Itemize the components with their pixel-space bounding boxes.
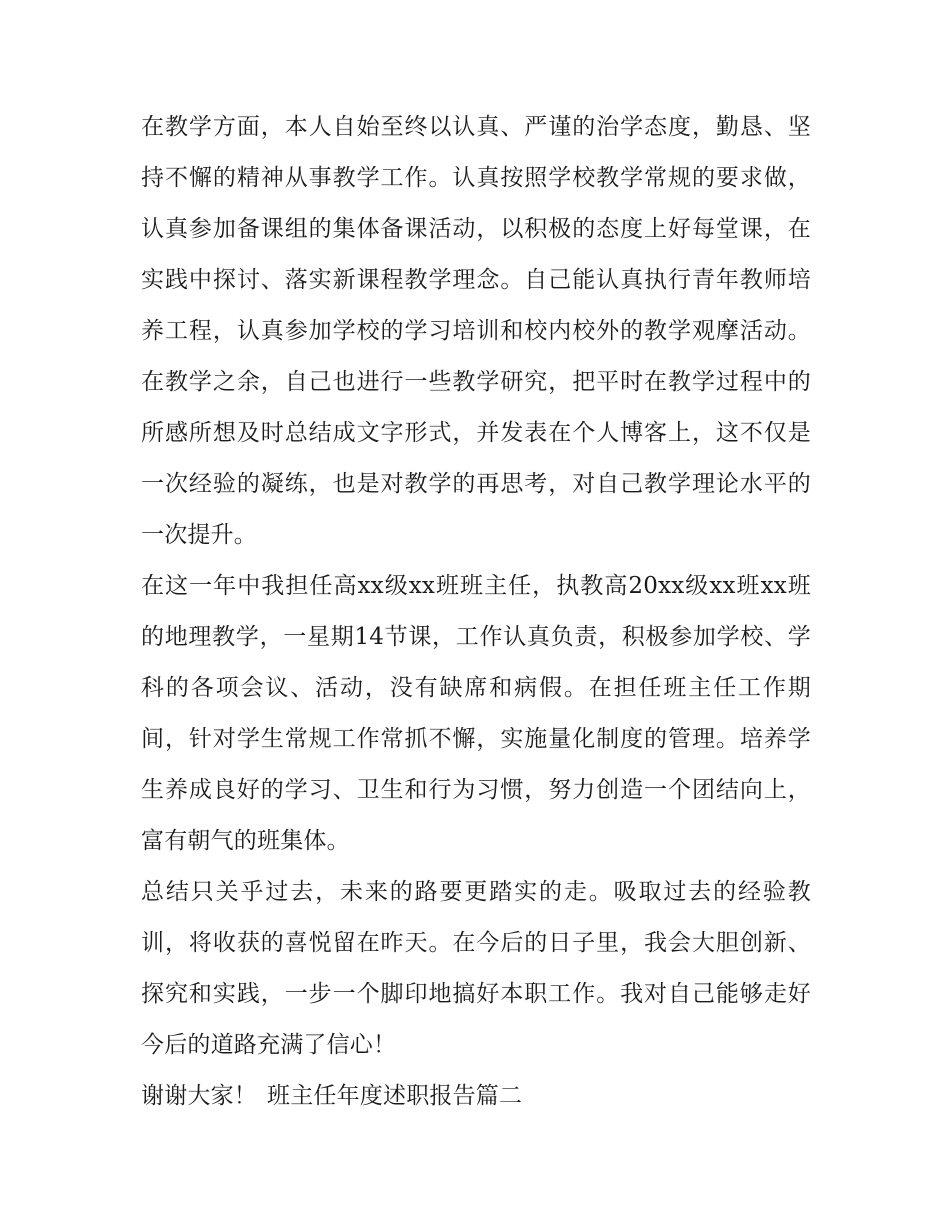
closing-thanks: 谢谢大家！ (141, 1083, 257, 1109)
paragraph-summary: 总结只关乎过去，未来的路要更踏实的走。吸取过去的经验教训，将收获的喜悦留在昨天。在今后的日子里，我会大胆创新、探究和实践，一步一个脚印地搞好本职工作。我对自己能够走好今后的道路充满了信心！ (141, 879, 811, 1058)
next-section-title: 班主任年度述职报告篇二 (267, 1083, 523, 1109)
paragraph-class-teacher: 在这一年中我担任高xx级xx班班主任，执教高20xx级xx班xx班的地理教学，一星期14节课，工作认真负责，积极参加学校、学科的各项会议、活动，没有缺席和病假。在担任班主任工作期间，针对学生常规工作常抓不懈，实施量化制度的管理。培养学生养成良好的学习、卫生和行为习惯，努力创造一个团结向上，富有朝气的班集体。 (141, 573, 811, 854)
paragraph-teaching: 在教学方面，本人自始至终以认真、严谨的治学态度，勤恳、坚持不懈的精神从事教学工作。认真按照学校教学常规的要求做，认真参加备课组的集体备课活动，以积极的态度上好每堂课，在实践中探讨、落实新课程教学理念。自己能认真执行青年教师培养工程，认真参加学校的学习培训和校内校外的教学观摩活动。在教学之余，自己也进行一些教学研究，把平时在教学过程中的所感所想及时总结成文字形式，并发表在个人博客上，这不仅是一次经验的凝练，也是对教学的再思考，对自己教学理论水平的一次提升。 (141, 114, 811, 548)
document-body (141, 102, 811, 1122)
closing-line (141, 1071, 811, 1122)
